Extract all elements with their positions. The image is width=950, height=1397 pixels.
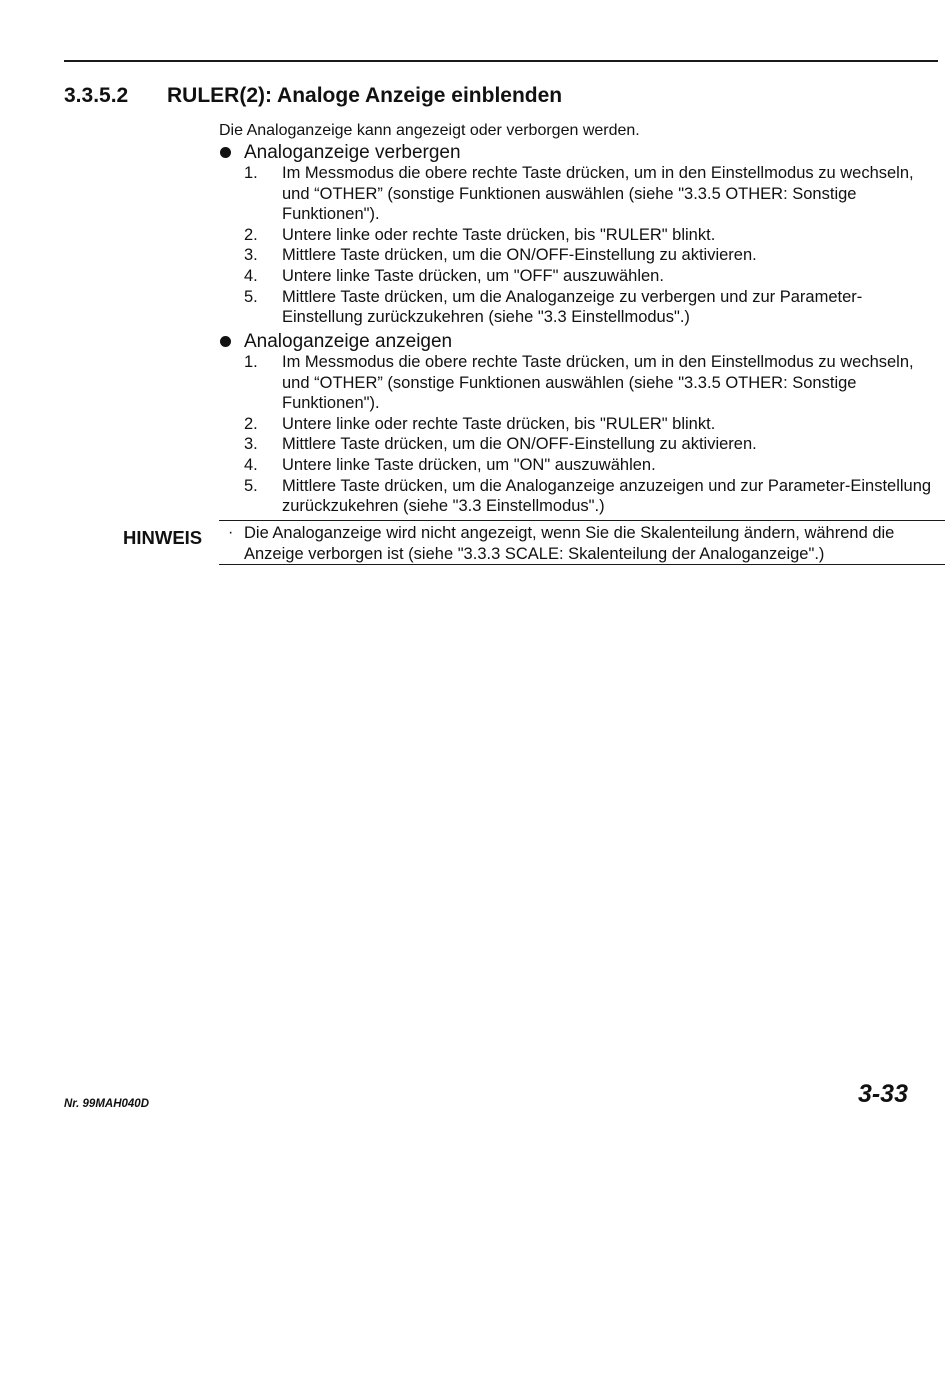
- show-steps-list: [219, 352, 939, 517]
- step-text: Mittlere Taste drücken, um die Analoganzeige anzuzeigen und zur Parameter-Einstellung zurückzukehren (siehe "3.3 Einstellmodus".): [282, 476, 932, 516]
- step-text: Mittlere Taste drücken, um die ON/OFF-Einstellung zu aktivieren.: [282, 246, 757, 265]
- bullet-dot-icon: [220, 336, 231, 347]
- hide-procedure: [219, 142, 939, 328]
- step-text: Untere linke oder rechte Taste drücken, bis "RULER" blinkt.: [282, 225, 716, 244]
- section-heading: [64, 84, 562, 108]
- section-intro: Die Analoganzeige kann angezeigt oder verborgen werden.: [219, 122, 640, 139]
- show-step: [219, 455, 939, 476]
- page-number: 3-33: [857, 1080, 908, 1108]
- section-number: 3.3.5.2: [64, 84, 129, 107]
- step-number: 3.: [244, 435, 258, 454]
- section-title: RULER(2): Analoge Anzeige einblenden: [167, 84, 563, 107]
- step-text: Mittlere Taste drücken, um die Analoganzeige zu verbergen und zur Parameter-Einstellung zurückzukehren (siehe "3.3 Einstellmodus".): [282, 287, 863, 327]
- hide-step: [219, 163, 939, 225]
- step-text: Untere linke Taste drücken, um "OFF" auszuwählen.: [282, 266, 664, 285]
- hide-steps-list: [219, 163, 939, 328]
- show-step: [219, 414, 939, 435]
- document-number: Nr. 99MAH040D: [64, 1098, 150, 1110]
- bullet-dot-icon: [220, 147, 231, 158]
- hide-step: [219, 245, 939, 266]
- step-number: 4.: [244, 266, 258, 285]
- note-text: Die Analoganzeige wird nicht angezeigt, wenn Sie die Skalenteilung ändern, während die Anzeige verborgen ist (siehe "3.3.3 SCALE: Skalenteilung der Analoganzeige".): [244, 524, 895, 563]
- show-procedure-title: [219, 331, 939, 352]
- step-text: Im Messmodus die obere rechte Taste drücken, um in den Einstellmodus zu wechseln, und “OTHER” (sonstige Funktionen auswählen (siehe "3.3.5 OTHER: Sonstige Funktionen").: [282, 353, 914, 413]
- show-procedure-title-text: Analoganzeige anzeigen: [244, 331, 453, 352]
- step-number: 4.: [244, 455, 258, 474]
- step-number: 5.: [244, 287, 258, 306]
- step-text: Untere linke Taste drücken, um "ON" auszuwählen.: [282, 455, 656, 474]
- step-number: 5.: [244, 476, 258, 495]
- hide-step: [219, 266, 939, 287]
- step-text: Untere linke oder rechte Taste drücken, bis "RULER" blinkt.: [282, 414, 716, 433]
- step-text: Mittlere Taste drücken, um die ON/OFF-Einstellung zu aktivieren.: [282, 435, 757, 454]
- step-number: 2.: [244, 414, 258, 433]
- top-rule: [64, 60, 938, 62]
- step-number: 1.: [244, 164, 258, 182]
- note-bullet-icon: ·: [228, 524, 234, 541]
- step-text: Im Messmodus die obere rechte Taste drücken, um in den Einstellmodus zu wechseln, und “OTHER” (sonstige Funktionen auswählen (siehe "3.3.5 OTHER: Sonstige Funktionen").: [282, 164, 914, 224]
- hide-step: [219, 287, 939, 328]
- step-number: 2.: [244, 225, 258, 244]
- step-number: 1.: [244, 353, 258, 371]
- show-step: [219, 352, 939, 414]
- note-box: [219, 520, 945, 565]
- hide-procedure-title: [219, 142, 939, 163]
- hide-procedure-title-text: Analoganzeige verbergen: [244, 142, 461, 163]
- show-step: [219, 434, 939, 455]
- step-number: 3.: [244, 246, 258, 265]
- show-procedure: [219, 331, 939, 517]
- hide-step: [219, 225, 939, 246]
- note-label: HINWEIS: [123, 527, 203, 548]
- show-step: [219, 476, 939, 517]
